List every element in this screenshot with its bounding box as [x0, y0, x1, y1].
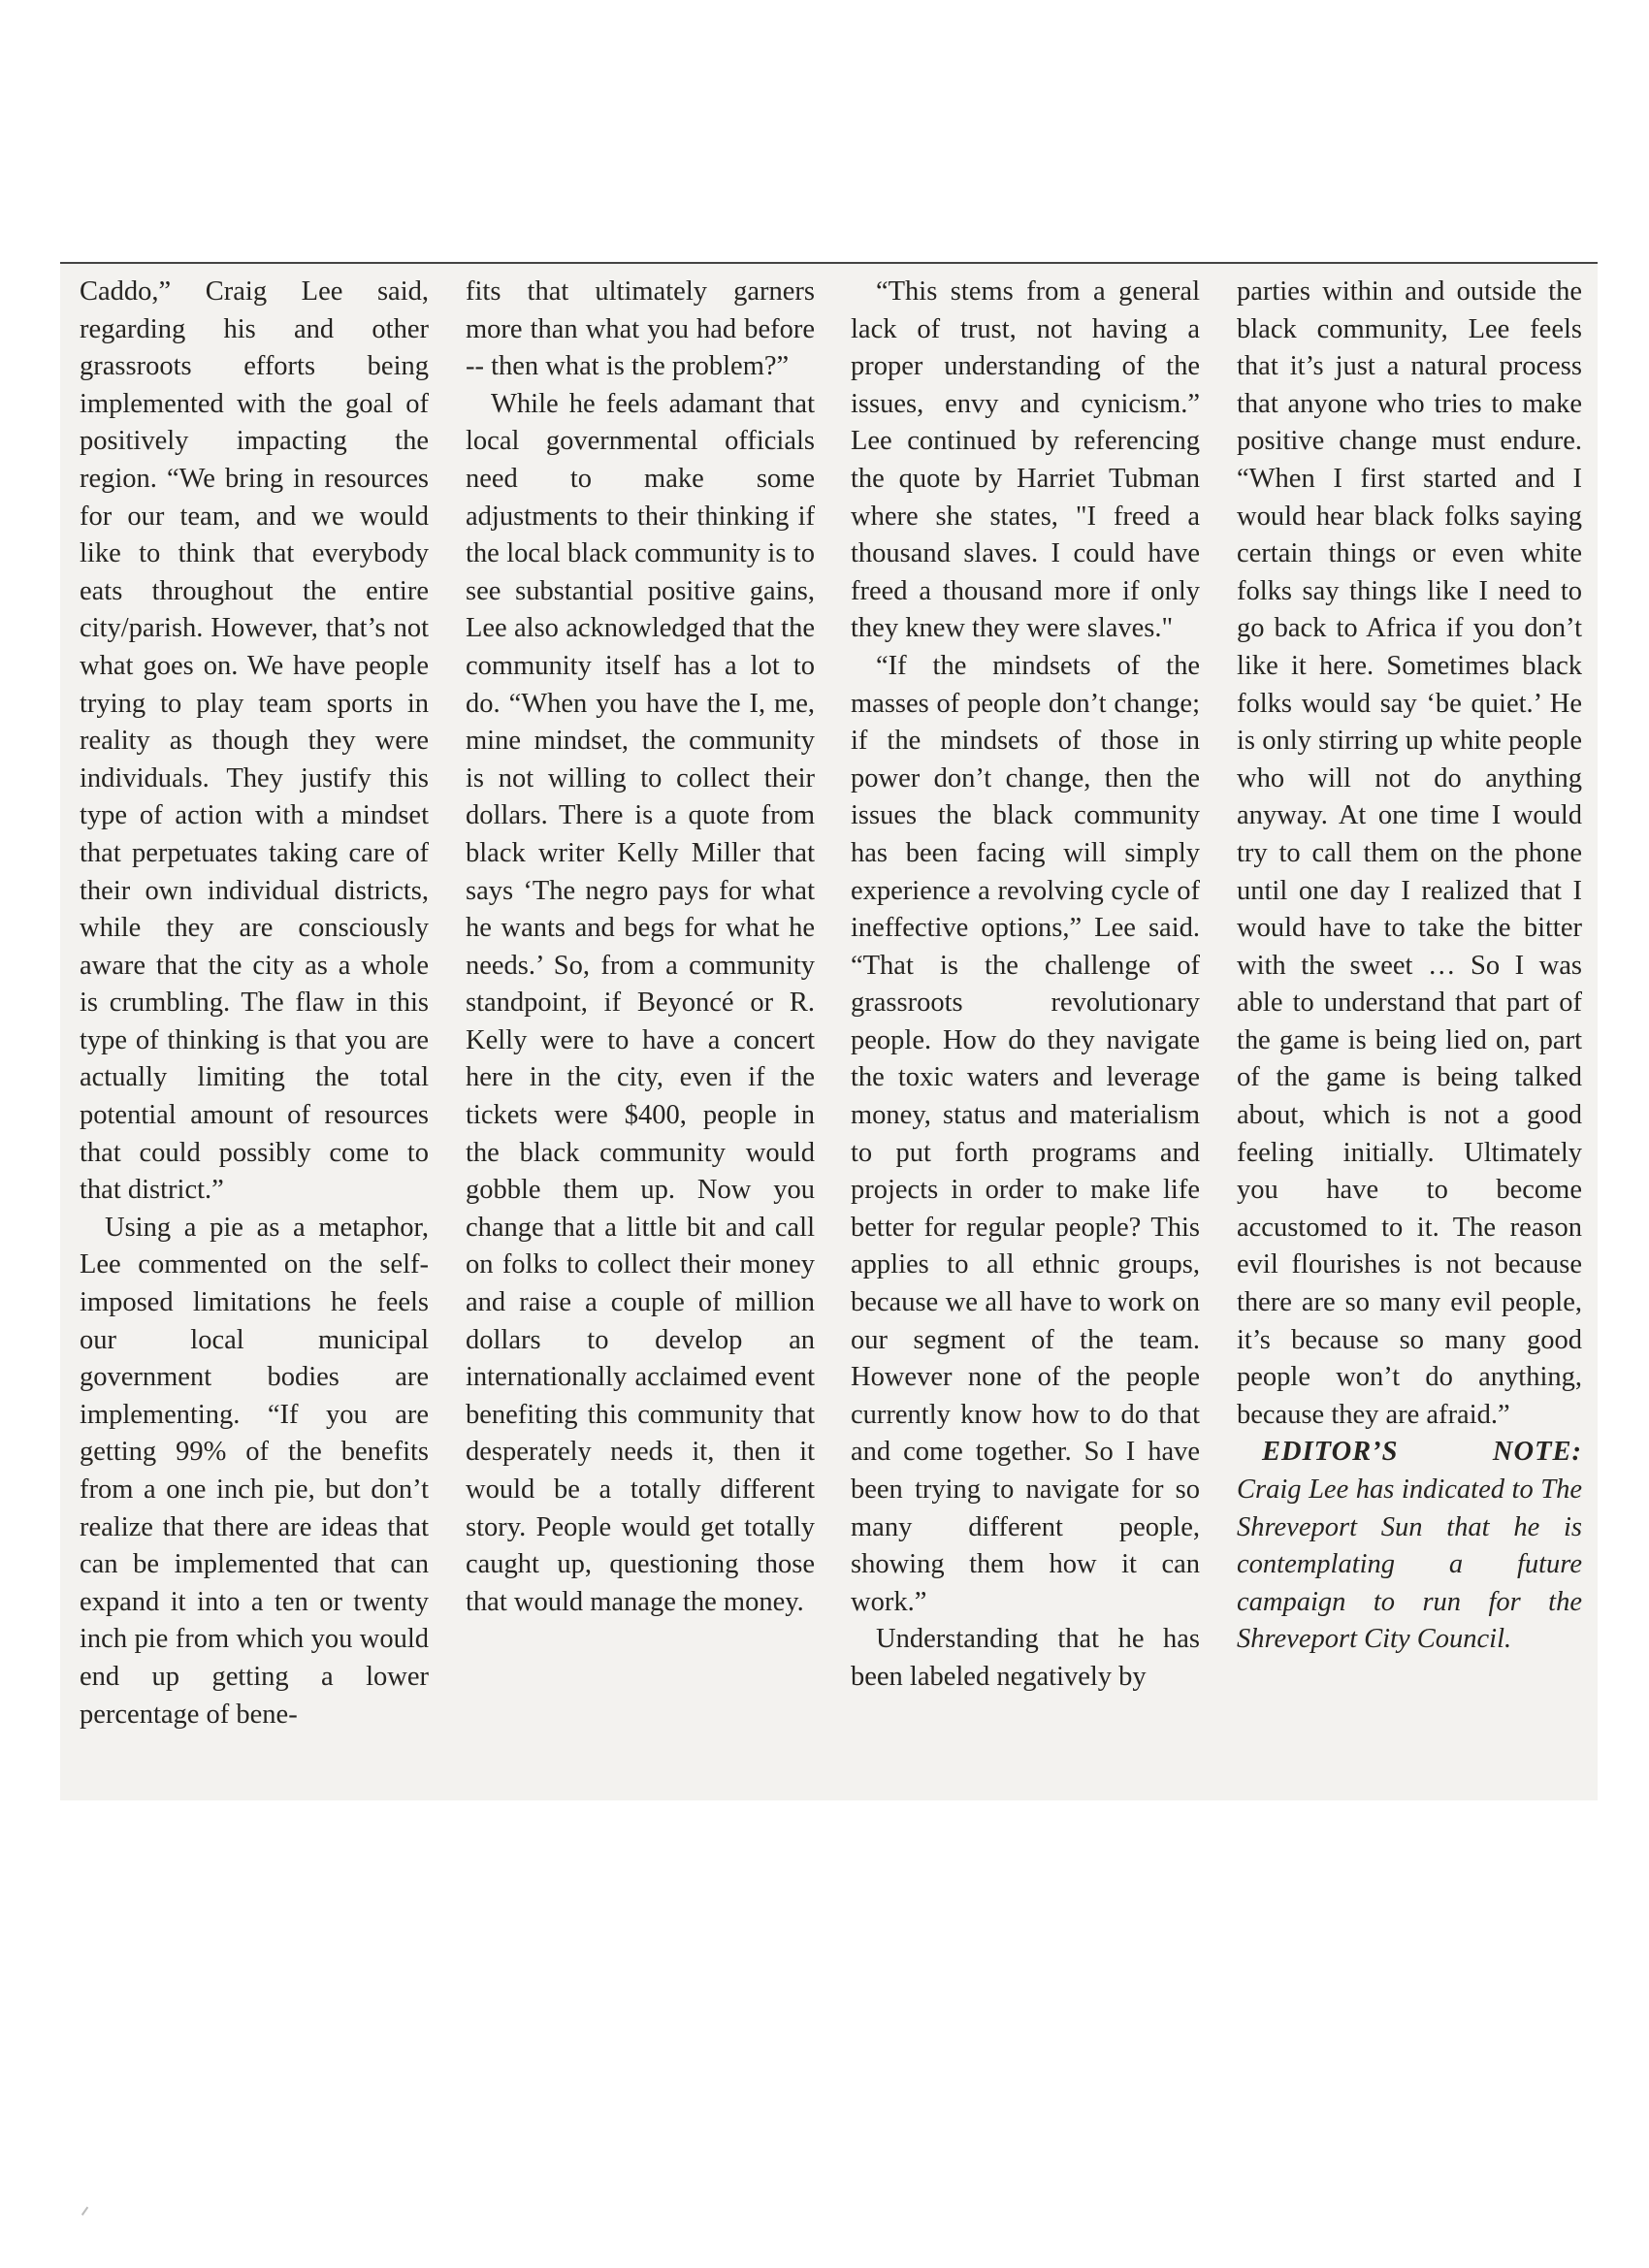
article-column-4: [1237, 274, 1582, 1659]
editor-note: [1237, 1434, 1582, 1659]
editor-note-text: Craig Lee has indicated to The Shreveport Sun that he is contemplating a future campaign to run for the Shreveport City Council.: [1237, 1474, 1582, 1655]
paragraph: “This stems from a general lack of trust, not having a proper understanding of the issues, envy and cynicism.” Lee continued by referencing the quote by Harriet Tubman where she states, "I freed a thousand slaves. I could have freed a thousand more if only they knew they were slaves.": [851, 276, 1200, 644]
editor-note-label: EDITOR’S NOTE:: [1262, 1437, 1582, 1468]
article-column-2: [466, 274, 815, 1621]
paragraph: Caddo,” Craig Lee said, regarding his and other grassroots efforts being implemented with the goal of positively impacting the region. “We bring in resources for our team, and we would like to think that everybody eats throughout the entire city/parish. However, that’s not what goes on. We have people trying to play team sports in reality as though they were individuals. They justify this type of action with a mindset that perpetuates taking care of their own individual districts, while they are consciously aware that the city as a whole is crumbling. The flaw in this type of thinking is that you are actually limiting the total potential amount of resources that could possibly come to that district.”: [80, 276, 429, 1206]
article-column-1: [80, 274, 429, 1733]
paragraph: Understanding that he has been labeled negatively by: [851, 1624, 1200, 1692]
paragraph: parties within and outside the black community, Lee feels that it’s just a natural process that anyone who tries to make positive change must endure. “When I first started and I would hear black folks saying certain things or even white folks say things like I need to go back to Africa if you don’t like it here. Sometimes black folks would say ‘be quiet.’ He is only stirring up white people who will not do anything anyway. At one time I would try to call them on the phone until one day I realized that I would have to take the bitter with the sweet … So I was able to understand that part of the game is being lied on, part of the game is being talked about, which is not a good feeling initially. Ultimately you have to become accustomed to it. The reason evil flourishes is not because there are so many evil people, it’s because so many good people won’t do anything, because they are afraid.”: [1237, 276, 1582, 1430]
paragraph: fits that ultimately garners more than what you had before -- then what is the problem?”: [466, 276, 815, 382]
article-column-3: [851, 274, 1200, 1697]
paragraph: While he feels adamant that local governmental officials need to make some adjustments to their thinking if the local black community is to see substantial positive gains, Lee also acknowledged that the community itself has a lot to do. “When you have the I, me, mine mindset, the community is not willing to collect their dollars. There is a quote from black writer Kelly Miller that says ‘The negro pays for what he wants and begs for what he needs.’ So, from a community standpoint, if Beyoncé or R. Kelly were to have a concert here in the city, even if the tickets were $400, people in the black community would gobble them up. Now you change that a little bit and call on folks to collect their money and raise a couple of million dollars to develop an internationally acclaimed event benefiting this community that desperately needs it, then it would be a totally different story. People would get totally caught up, questioning those that would manage the money.: [466, 388, 815, 1617]
paragraph: “If the mindsets of the masses of people don’t change; if the mindsets of those in power don’t change, then the issues the black community has been facing will simply experience a revolving cycle of ineffective options,” Lee said. “That is the challenge of grassroots revolutionary people. How do they navigate the toxic waters and leverage money, status and materialism to put forth programs and projects in order to make life better for regular people? This applies to all ethnic groups, because we all have to work on our segment of the team. However none of the people currently know how to do that and come together. So I have been trying to navigate for so many different people, showing them how it can work.”: [851, 650, 1200, 1617]
newspaper-clipping: [60, 262, 1598, 1800]
paragraph: Using a pie as a metaphor, Lee commented on the self-imposed limitations he feels our local municipal government bodies are implementing. “If you are getting 99% of the benefits from a one inch pie, but don’t realize that there are ideas that can be implemented that can expand it into a ten or twenty inch pie from which you would end up getting a lower percentage of bene-: [80, 1212, 429, 1730]
scan-artifact: [81, 2207, 93, 2219]
